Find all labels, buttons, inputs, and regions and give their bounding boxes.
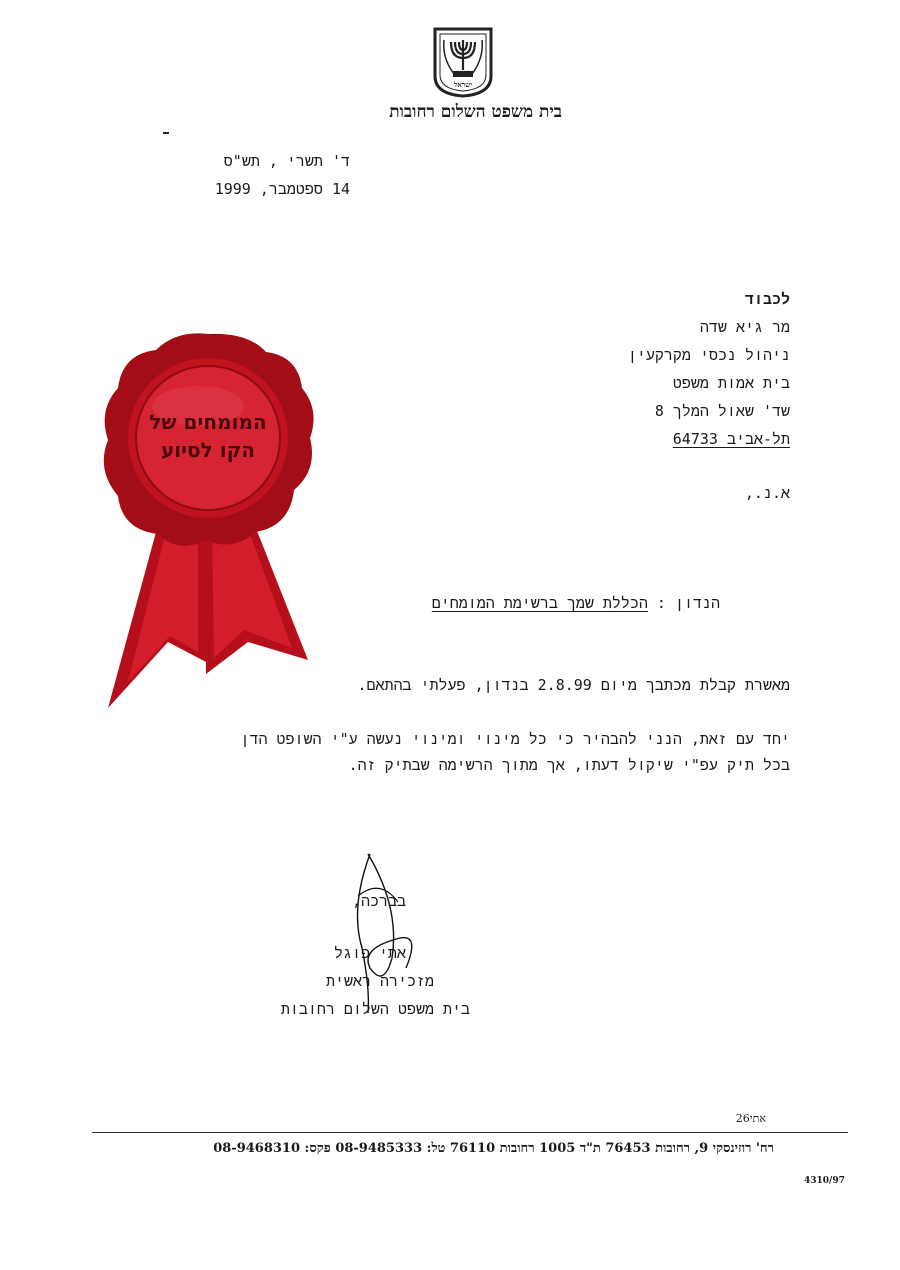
recipient-city: תל-אביב 64733 — [672, 430, 790, 448]
footer-rule — [92, 1132, 848, 1133]
seal-text-line1: המומחים של — [149, 410, 267, 434]
handwritten-signature — [340, 848, 430, 1018]
greeting: א.נ., — [744, 484, 790, 502]
signature-court: בית משפט השלום רחובות — [280, 1000, 470, 1018]
seal-text-line2: הקו לסיוע — [160, 438, 256, 462]
recipient-name: מר גיא שדה — [699, 318, 790, 336]
body-paragraph-2-line-2: בכל תיק עפ"י שיקול דעתו, אך מתוך הרשימה שבתיק זה. — [348, 756, 790, 774]
recipient-company: ניהול נכסי מקרקעין — [627, 346, 790, 364]
subject-line — [432, 594, 720, 613]
recipient-street: שד' שאול המלך 8 — [654, 402, 790, 420]
margin-mark — [163, 132, 169, 134]
date-hebrew: ד' תשרי , תש"ס — [223, 152, 350, 170]
recipient-building: בית אמות משפט — [672, 374, 790, 392]
body-paragraph-1: מאשרת קבלת מכתבך מיום 2.8.99 בנדון, פעלתי בהתאם. — [357, 676, 790, 694]
signature-closing: בברכה, — [351, 892, 406, 910]
date-gregorian: 14 ספטמבר, 1999 — [214, 180, 350, 198]
body-paragraph-2-line-1: יחד עם זאת, הנני להבהיר כי כל מינוי ומינוי נעשה ע"י השופט הדן — [240, 730, 790, 748]
subject-label: הנדון : — [656, 594, 720, 612]
recipient-salutation: לכבוד — [744, 290, 790, 308]
subject-text: הכללת שמך ברשימת המומחים — [431, 594, 648, 612]
signature-name: אתי פוגל — [333, 944, 406, 962]
footer-form-number: 4310/97 — [804, 1176, 845, 1186]
footer-address: רח' רוזינסקי 9, רחובות 76453 ת"ד 1005 רחובות 76110 טל: 08-9485333 פקס: 08-9468310 — [213, 1141, 774, 1156]
court-name-header: בית משפט השלום רחובות — [389, 102, 562, 122]
emblem-text: ישראל — [454, 80, 472, 89]
footer-ref: אתי26 — [735, 1112, 766, 1125]
wax-seal — [98, 330, 316, 712]
signature-title: מזכירה ראשית — [325, 972, 434, 990]
state-emblem — [432, 26, 494, 98]
